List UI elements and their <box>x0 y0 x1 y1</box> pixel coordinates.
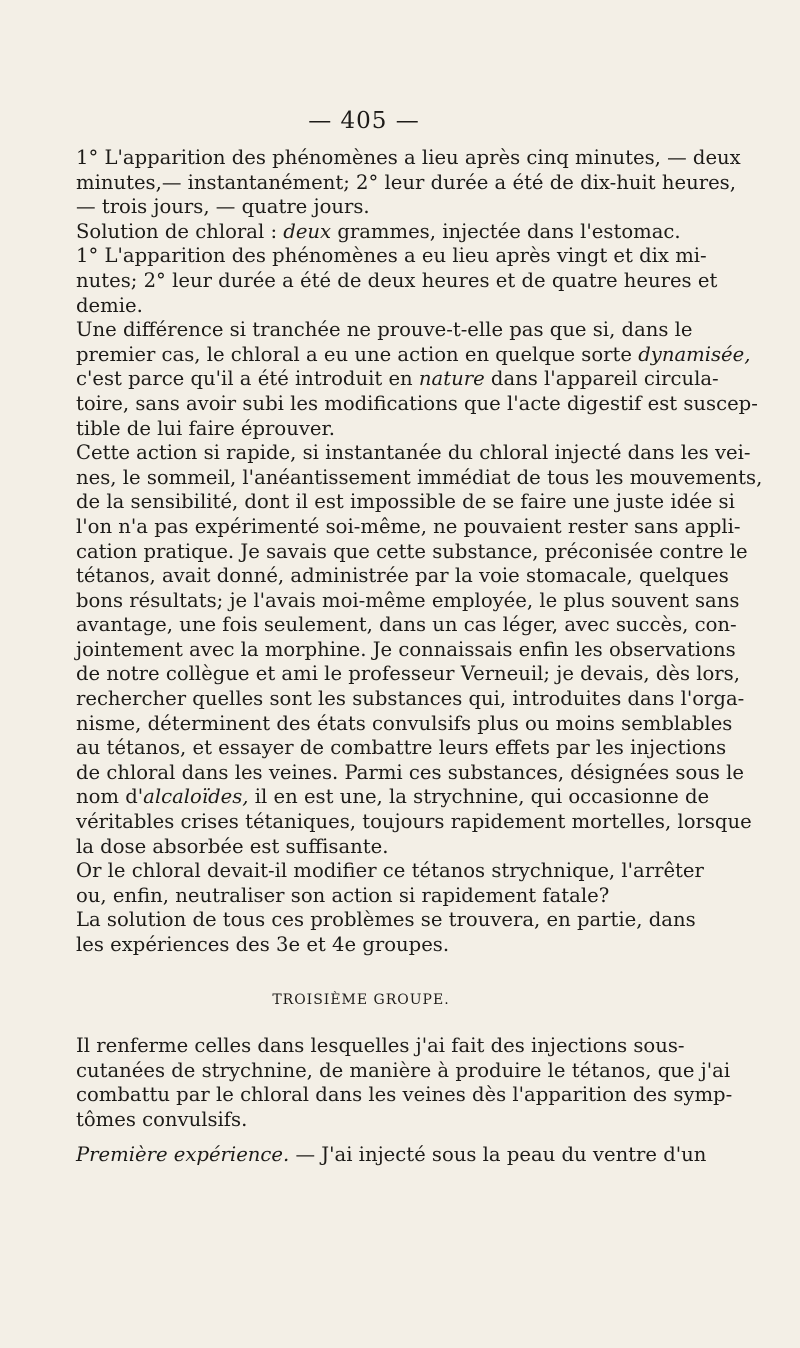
text-line: Cette action si rapide, si instantanée du chloral injecté dans les vei- <box>76 441 751 465</box>
text-line: de chloral dans les veines. Parmi ces substances, désignées sous le <box>76 760 745 784</box>
text-line: jointement avec la morphine. Je connaissais enfin les observations <box>76 637 736 661</box>
page-number: — 405 — <box>308 108 420 134</box>
text-line: Or le chloral devait-il modifier ce tétanos strychnique, l'arrêter <box>76 859 704 883</box>
text-line <box>54 219 681 245</box>
text-line: de la sensibilité, dont il est impossible de se faire une juste idée si <box>76 490 735 514</box>
text-line: cation pratique. Je savais que cette substance, préconisée contre le <box>76 539 748 563</box>
text-line: les expériences des 3e et 4e groupes. <box>76 933 450 956</box>
paragraph <box>54 908 696 957</box>
paragraph <box>54 219 681 245</box>
paragraph <box>54 441 763 859</box>
text-line: rechercher quelles sont les substances qui, introduites dans l'orga- <box>76 687 745 711</box>
text-line: nes, le sommeil, l'anéantissement immédiat de tous les mouvements, <box>76 465 763 489</box>
text-run: — J'ai injecté sous la peau du ventre d'un <box>289 1142 707 1166</box>
text-line <box>54 785 710 810</box>
text-run: nom d' <box>76 785 144 809</box>
text-line: Une différence si tranchée ne prouve-t-elle pas que si, dans le <box>76 318 693 342</box>
text-line: de notre collègue et ami le professeur Verneuil; je devais, dès lors, <box>76 662 740 686</box>
text-run: Solution de chloral : <box>76 219 284 243</box>
text-line: — trois jours, — quatre jours. <box>76 195 370 219</box>
italic-text: Première expérience. <box>76 1142 290 1166</box>
paragraph <box>54 244 718 318</box>
text-run: premier cas, le chloral a eu une action en quelque sorte <box>76 342 639 366</box>
paragraph <box>54 859 704 908</box>
text-line: minutes,— instantanément; 2° leur durée a été de dix-huit heures, <box>76 170 736 194</box>
text-line: Il renferme celles dans lesquelles j'ai fait des injections sous- <box>76 1034 685 1058</box>
paragraph <box>54 1034 733 1132</box>
text-line: nutes; 2° leur durée a été de deux heures et de quatre heures et <box>76 268 718 292</box>
text-line: tible de lui faire éprouver. <box>76 416 335 440</box>
paragraph <box>54 318 758 441</box>
text-line: 1° L'apparition des phénomènes a eu lieu après vingt et dix mi- <box>76 244 707 268</box>
text-line: demie. <box>76 293 143 317</box>
text-line: nisme, déterminent des états convulsifs plus ou moins semblables <box>76 711 733 735</box>
text-run: grammes, injectée dans l'estomac. <box>331 219 681 243</box>
text-line: bons résultats; je l'avais moi-même employée, le plus souvent sans <box>76 588 740 612</box>
text-run: c'est parce qu'il a été introduit en <box>76 367 419 391</box>
italic-text: nature <box>418 367 485 391</box>
text-line: au tétanos, et essayer de combattre leurs effets par les injections <box>76 736 727 760</box>
text-line: La solution de tous ces problèmes se trouvera, en partie, dans <box>76 908 696 932</box>
italic-text: deux <box>283 219 332 243</box>
text-line <box>54 1142 707 1168</box>
text-line: toire, sans avoir subi les modifications que l'acte digestif est suscep- <box>76 391 758 415</box>
paragraph <box>54 146 741 220</box>
text-line <box>54 367 719 392</box>
text-line: ou, enfin, neutraliser son action si rapidement fatale? <box>76 883 610 907</box>
italic-text: alcaloïdes, <box>143 785 249 809</box>
page-text <box>54 146 763 1167</box>
text-run: il en est une, la strychnine, qui occasionne de <box>248 785 710 809</box>
text-line: véritables crises tétaniques, toujours rapidement mortelles, lorsque <box>76 810 752 834</box>
text-line: la dose absorbée est suffisante. <box>76 834 389 858</box>
text-line: tétanos, avait donné, administrée par la voie stomacale, quelques <box>76 564 729 588</box>
text-line: tômes convulsifs. <box>76 1107 248 1131</box>
text-line <box>54 342 751 368</box>
paragraph <box>54 1142 707 1168</box>
text-line: avantage, une fois seulement, dans un cas léger, avec succès, con- <box>76 613 737 637</box>
section-heading: TROISIÈME GROUPE. <box>272 991 450 1008</box>
text-line: l'on n'a pas expérimenté soi-même, ne pouvaient rester sans appli- <box>76 514 741 538</box>
text-line: combattu par le chloral dans les veines dès l'apparition des symp- <box>76 1083 733 1107</box>
text-line: 1° L'apparition des phénomènes a lieu après cinq minutes, — deux <box>76 146 741 169</box>
text-run: dans l'appareil circula- <box>484 367 719 391</box>
italic-text: dynamisée, <box>638 342 751 366</box>
text-line: cutanées de strychnine, de manière à produire le tétanos, que j'ai <box>76 1058 731 1082</box>
